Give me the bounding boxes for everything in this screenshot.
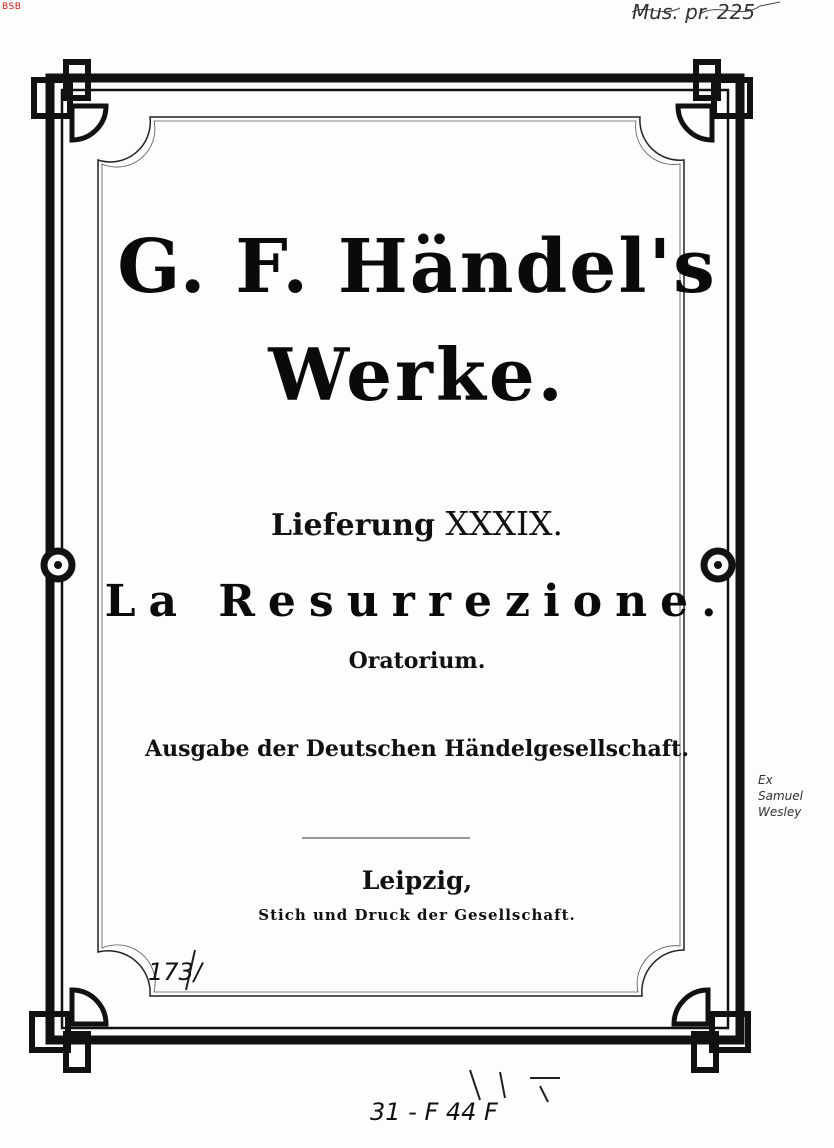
imprint-place: Leipzig,: [361, 866, 473, 895]
lieferung-number: XXXIX.: [445, 504, 563, 543]
side-medallion-right: [704, 551, 732, 579]
lieferung-label: Lieferung: [271, 508, 435, 543]
handwritten-shelfmark: Mus. pr. 225: [632, 0, 756, 24]
imprint-publisher: Stich und Druck der Gesellschaft.: [258, 906, 576, 924]
margin-note-line-2: Samuel: [758, 789, 803, 803]
library-stamp: BSB: [2, 2, 22, 12]
title-line-2: Werke.: [268, 332, 566, 417]
lieferung-line: [0, 504, 834, 543]
title-line-1: G. F. Händel's: [117, 224, 717, 310]
margin-note-line-1: Ex: [758, 773, 773, 787]
side-medallion-left: [44, 551, 72, 579]
work-title: La Resurrezione.: [104, 576, 730, 627]
genre: Oratorium.: [348, 648, 486, 674]
edition-statement: Ausgabe der Deutschen Händelgesellschaft.: [145, 736, 689, 762]
handwritten-margin-note: [758, 772, 803, 820]
handwritten-number: 173/: [148, 958, 202, 986]
margin-note-line-3: Wesley: [758, 805, 802, 819]
corner-ornament-bottom-left: [32, 990, 106, 1070]
handwritten-call-number: 31 - F 44 F: [370, 1098, 498, 1126]
